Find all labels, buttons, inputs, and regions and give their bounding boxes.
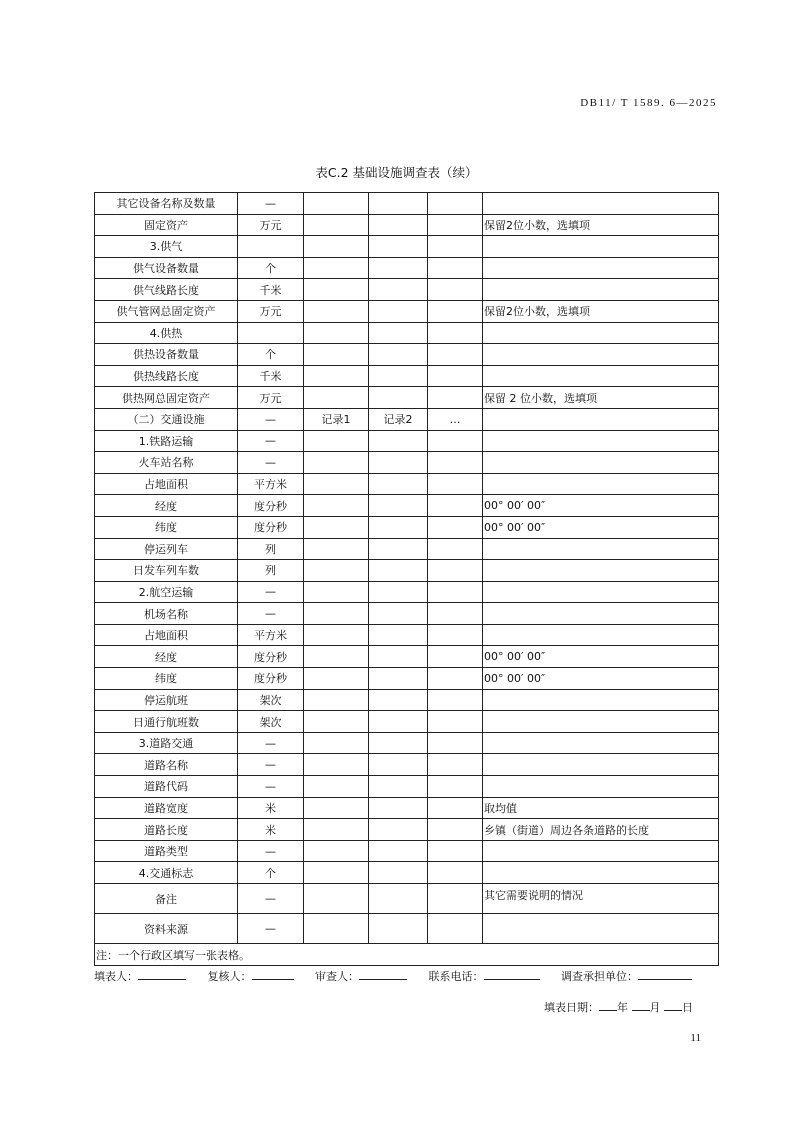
item-cell: （二）交通设施 xyxy=(95,408,238,430)
auditor-label: 审查人： xyxy=(315,970,359,983)
record-2-cell xyxy=(369,603,428,625)
record-1-cell xyxy=(304,689,369,711)
note-cell xyxy=(483,365,719,387)
note-cell xyxy=(483,754,719,776)
unit-cell: — xyxy=(238,408,304,430)
table-row xyxy=(95,862,719,884)
note-cell xyxy=(483,430,719,452)
record-1-cell xyxy=(304,581,369,603)
record-more-cell xyxy=(428,365,483,387)
table-row xyxy=(95,300,719,322)
table-footnote-row xyxy=(95,944,719,966)
record-2-cell: 记录2 xyxy=(369,408,428,430)
note-cell xyxy=(483,624,719,646)
record-2-cell xyxy=(369,452,428,474)
item-cell: 其它设备名称及数量 xyxy=(95,193,238,215)
table-row xyxy=(95,776,719,798)
item-cell: 资料来源 xyxy=(95,914,238,944)
item-cell: 停运航班 xyxy=(95,689,238,711)
item-cell: 4.交通标志 xyxy=(95,862,238,884)
table-row xyxy=(95,344,719,366)
record-more-cell xyxy=(428,668,483,690)
record-2-cell xyxy=(369,754,428,776)
item-cell: 供热线路长度 xyxy=(95,365,238,387)
unit-cell: 米 xyxy=(238,819,304,841)
record-more-cell xyxy=(428,603,483,625)
note-cell xyxy=(483,560,719,582)
note-cell xyxy=(483,452,719,474)
table-row xyxy=(95,495,719,517)
record-1-cell xyxy=(304,538,369,560)
unit-cell: — xyxy=(238,914,304,944)
record-2-cell xyxy=(369,819,428,841)
record-1-cell xyxy=(304,430,369,452)
reviewer-label: 复核人： xyxy=(207,970,252,983)
table-row xyxy=(95,538,719,560)
record-2-cell xyxy=(369,560,428,582)
table-row xyxy=(95,473,719,495)
record-more-cell xyxy=(428,322,483,344)
unit-cell: 万元 xyxy=(238,214,304,236)
table-footnote: 注：一个行政区填写一张表格。 xyxy=(95,944,719,966)
note-cell xyxy=(483,689,719,711)
table-row xyxy=(95,797,719,819)
unit-cell: 度分秒 xyxy=(238,646,304,668)
note-cell xyxy=(483,279,719,301)
table-row xyxy=(95,430,719,452)
record-1-cell xyxy=(304,668,369,690)
record-more-cell xyxy=(428,538,483,560)
record-2-cell xyxy=(369,473,428,495)
record-2-cell xyxy=(369,646,428,668)
record-more-cell: … xyxy=(428,408,483,430)
item-cell: 日发车列车数 xyxy=(95,560,238,582)
record-more-cell xyxy=(428,300,483,322)
record-1-cell xyxy=(304,193,369,215)
record-more-cell xyxy=(428,840,483,862)
unit-cell: — xyxy=(238,193,304,215)
table-row xyxy=(95,387,719,409)
record-1-cell xyxy=(304,732,369,754)
month-label: 月 xyxy=(649,1001,661,1014)
table-row xyxy=(95,516,719,538)
unit-cell: 列 xyxy=(238,538,304,560)
table-row xyxy=(95,711,719,733)
note-cell xyxy=(483,914,719,944)
record-2-cell xyxy=(369,776,428,798)
record-2-cell xyxy=(369,193,428,215)
table-row xyxy=(95,581,719,603)
record-1-cell xyxy=(304,624,369,646)
phone-label: 联系电话： xyxy=(428,970,484,983)
date-label: 填表日期： xyxy=(544,1001,599,1014)
note-cell xyxy=(483,236,719,258)
record-more-cell xyxy=(428,914,483,944)
record-1-cell xyxy=(304,914,369,944)
record-1-cell xyxy=(304,516,369,538)
record-more-cell xyxy=(428,430,483,452)
record-2-cell xyxy=(369,344,428,366)
record-more-cell xyxy=(428,516,483,538)
record-1-cell xyxy=(304,646,369,668)
unit-cell xyxy=(238,236,304,258)
record-2-cell xyxy=(369,862,428,884)
record-more-cell xyxy=(428,257,483,279)
record-2-cell xyxy=(369,236,428,258)
note-cell: 乡镇（街道）周边各条道路的长度 xyxy=(483,819,719,841)
item-cell: 道路类型 xyxy=(95,840,238,862)
record-more-cell xyxy=(428,236,483,258)
month-field[interactable] xyxy=(632,999,650,1011)
note-cell: 保留2位小数，选填项 xyxy=(483,300,719,322)
table-row xyxy=(95,236,719,258)
preparer-label: 填表人： xyxy=(94,970,138,983)
unit-cell: 千米 xyxy=(238,365,304,387)
phone-field[interactable] xyxy=(484,968,540,980)
table-row xyxy=(95,668,719,690)
record-1-cell xyxy=(304,236,369,258)
note-cell: 00° 00′ 00″ xyxy=(483,646,719,668)
table-row xyxy=(95,452,719,474)
note-cell xyxy=(483,711,719,733)
note-cell: 00° 00′ 00″ xyxy=(483,668,719,690)
record-2-cell xyxy=(369,581,428,603)
table-row xyxy=(95,560,719,582)
record-1-cell xyxy=(304,365,369,387)
record-2-cell xyxy=(369,516,428,538)
unit-cell: 个 xyxy=(238,344,304,366)
item-cell: 道路宽度 xyxy=(95,797,238,819)
record-more-cell xyxy=(428,819,483,841)
unit-cell: 度分秒 xyxy=(238,668,304,690)
note-cell xyxy=(483,322,719,344)
record-1-cell xyxy=(304,495,369,517)
note-cell: 保留 2 位小数，选填项 xyxy=(483,387,719,409)
table-row xyxy=(95,840,719,862)
record-more-cell xyxy=(428,495,483,517)
unit-cell: — xyxy=(238,754,304,776)
item-cell: 固定资产 xyxy=(95,214,238,236)
note-cell: 00° 00′ 00″ xyxy=(483,495,719,517)
record-more-cell xyxy=(428,387,483,409)
reviewer-field[interactable] xyxy=(252,968,294,980)
record-1-cell xyxy=(304,452,369,474)
table-row xyxy=(95,322,719,344)
record-more-cell xyxy=(428,711,483,733)
record-2-cell xyxy=(369,322,428,344)
unit-cell: 万元 xyxy=(238,300,304,322)
item-cell: 占地面积 xyxy=(95,624,238,646)
note-cell: 保留2位小数，选填项 xyxy=(483,214,719,236)
unit-cell: — xyxy=(238,884,304,914)
note-cell xyxy=(483,193,719,215)
record-2-cell xyxy=(369,624,428,646)
record-more-cell xyxy=(428,884,483,914)
unit-cell: 万元 xyxy=(238,387,304,409)
item-cell: 经度 xyxy=(95,495,238,517)
item-cell: 纬度 xyxy=(95,516,238,538)
record-more-cell xyxy=(428,452,483,474)
record-2-cell xyxy=(369,430,428,452)
item-cell: 火车站名称 xyxy=(95,452,238,474)
record-2-cell xyxy=(369,495,428,517)
item-cell: 道路名称 xyxy=(95,754,238,776)
record-1-cell xyxy=(304,300,369,322)
item-cell: 3.供气 xyxy=(95,236,238,258)
item-cell: 道路长度 xyxy=(95,819,238,841)
record-1-cell xyxy=(304,279,369,301)
item-cell: 道路代码 xyxy=(95,776,238,798)
unit-cell: 平方米 xyxy=(238,624,304,646)
unit-cell: — xyxy=(238,430,304,452)
record-2-cell xyxy=(369,300,428,322)
record-more-cell xyxy=(428,754,483,776)
record-2-cell xyxy=(369,797,428,819)
record-1-cell xyxy=(304,344,369,366)
day-field[interactable] xyxy=(664,999,682,1011)
record-more-cell xyxy=(428,473,483,495)
table-row xyxy=(95,365,719,387)
record-2-cell xyxy=(369,365,428,387)
record-1-cell: 记录1 xyxy=(304,408,369,430)
record-1-cell xyxy=(304,473,369,495)
signature-line xyxy=(94,968,692,984)
record-2-cell xyxy=(369,538,428,560)
item-cell: 停运列车 xyxy=(95,538,238,560)
unit-cell: 列 xyxy=(238,560,304,582)
record-2-cell xyxy=(369,257,428,279)
record-1-cell xyxy=(304,603,369,625)
unit-cell: 平方米 xyxy=(238,473,304,495)
page-number: 11 xyxy=(690,1032,701,1044)
record-1-cell xyxy=(304,819,369,841)
unit-cell: 个 xyxy=(238,257,304,279)
note-cell: 取均值 xyxy=(483,797,719,819)
item-cell: 供热设备数量 xyxy=(95,344,238,366)
survey-unit-field[interactable] xyxy=(638,968,692,980)
table-row xyxy=(95,603,719,625)
record-1-cell xyxy=(304,560,369,582)
record-2-cell xyxy=(369,214,428,236)
table-row xyxy=(95,646,719,668)
record-1-cell xyxy=(304,322,369,344)
record-more-cell xyxy=(428,214,483,236)
record-2-cell xyxy=(369,279,428,301)
unit-cell: 度分秒 xyxy=(238,516,304,538)
record-1-cell xyxy=(304,840,369,862)
table-row xyxy=(95,624,719,646)
item-cell: 占地面积 xyxy=(95,473,238,495)
table-row xyxy=(95,884,719,914)
note-cell xyxy=(483,257,719,279)
table-row xyxy=(95,754,719,776)
infrastructure-survey-table xyxy=(94,192,719,966)
note-cell xyxy=(483,344,719,366)
note-cell xyxy=(483,862,719,884)
table-row xyxy=(95,689,719,711)
record-1-cell xyxy=(304,776,369,798)
table-row xyxy=(95,257,719,279)
note-cell xyxy=(483,603,719,625)
record-more-cell xyxy=(428,689,483,711)
record-more-cell xyxy=(428,344,483,366)
unit-cell: — xyxy=(238,776,304,798)
record-more-cell xyxy=(428,193,483,215)
item-cell: 2.航空运输 xyxy=(95,581,238,603)
unit-cell: — xyxy=(238,581,304,603)
unit-cell: 架次 xyxy=(238,689,304,711)
item-cell: 供气线路长度 xyxy=(95,279,238,301)
note-cell xyxy=(483,538,719,560)
record-more-cell xyxy=(428,560,483,582)
record-more-cell xyxy=(428,581,483,603)
table-row xyxy=(95,279,719,301)
unit-cell: 架次 xyxy=(238,711,304,733)
record-2-cell xyxy=(369,732,428,754)
record-2-cell xyxy=(369,884,428,914)
record-1-cell xyxy=(304,387,369,409)
unit-cell: — xyxy=(238,452,304,474)
record-1-cell xyxy=(304,797,369,819)
table-row xyxy=(95,914,719,944)
item-cell: 纬度 xyxy=(95,668,238,690)
note-cell xyxy=(483,408,719,430)
table-title: 表C.2 基础设施调查表（续） xyxy=(315,165,478,180)
record-2-cell xyxy=(369,387,428,409)
item-cell: 3.道路交通 xyxy=(95,732,238,754)
unit-cell: — xyxy=(238,603,304,625)
date-line xyxy=(544,999,693,1015)
record-2-cell xyxy=(369,914,428,944)
record-1-cell xyxy=(304,862,369,884)
survey-unit-label: 调查承担单位： xyxy=(561,970,638,983)
item-cell: 供气管网总固定资产 xyxy=(95,300,238,322)
unit-cell: 个 xyxy=(238,862,304,884)
year-label: 年 xyxy=(617,1001,628,1014)
record-more-cell xyxy=(428,624,483,646)
day-label: 日 xyxy=(682,1001,693,1014)
note-cell: 00° 00′ 00″ xyxy=(483,516,719,538)
item-cell: 备注 xyxy=(95,884,238,914)
unit-cell: 度分秒 xyxy=(238,495,304,517)
record-more-cell xyxy=(428,646,483,668)
record-2-cell xyxy=(369,689,428,711)
document-code: DB11/ T 1589. 6—2025 xyxy=(580,97,717,109)
preparer-field[interactable] xyxy=(138,968,186,980)
unit-cell: — xyxy=(238,732,304,754)
record-more-cell xyxy=(428,279,483,301)
unit-cell xyxy=(238,322,304,344)
unit-cell: — xyxy=(238,840,304,862)
note-cell xyxy=(483,776,719,798)
record-1-cell xyxy=(304,214,369,236)
record-2-cell xyxy=(369,711,428,733)
record-2-cell xyxy=(369,668,428,690)
item-cell: 4.供热 xyxy=(95,322,238,344)
year-field[interactable] xyxy=(599,999,617,1011)
unit-cell: 米 xyxy=(238,797,304,819)
item-cell: 日通行航班数 xyxy=(95,711,238,733)
item-cell: 1.铁路运输 xyxy=(95,430,238,452)
table-row xyxy=(95,732,719,754)
note-cell xyxy=(483,581,719,603)
record-more-cell xyxy=(428,797,483,819)
item-cell: 经度 xyxy=(95,646,238,668)
record-1-cell xyxy=(304,754,369,776)
record-more-cell xyxy=(428,776,483,798)
record-1-cell xyxy=(304,711,369,733)
table-row xyxy=(95,193,719,215)
note-cell xyxy=(483,473,719,495)
record-1-cell xyxy=(304,257,369,279)
table-row xyxy=(95,408,719,430)
auditor-field[interactable] xyxy=(359,968,407,980)
record-1-cell xyxy=(304,884,369,914)
note-cell xyxy=(483,732,719,754)
record-more-cell xyxy=(428,732,483,754)
record-2-cell xyxy=(369,840,428,862)
unit-cell: 千米 xyxy=(238,279,304,301)
note-cell xyxy=(483,840,719,862)
note-cell: 其它需要说明的情况 xyxy=(483,884,719,914)
table-row xyxy=(95,214,719,236)
item-cell: 供热网总固定资产 xyxy=(95,387,238,409)
table-row xyxy=(95,819,719,841)
item-cell: 机场名称 xyxy=(95,603,238,625)
record-more-cell xyxy=(428,862,483,884)
item-cell: 供气设备数量 xyxy=(95,257,238,279)
